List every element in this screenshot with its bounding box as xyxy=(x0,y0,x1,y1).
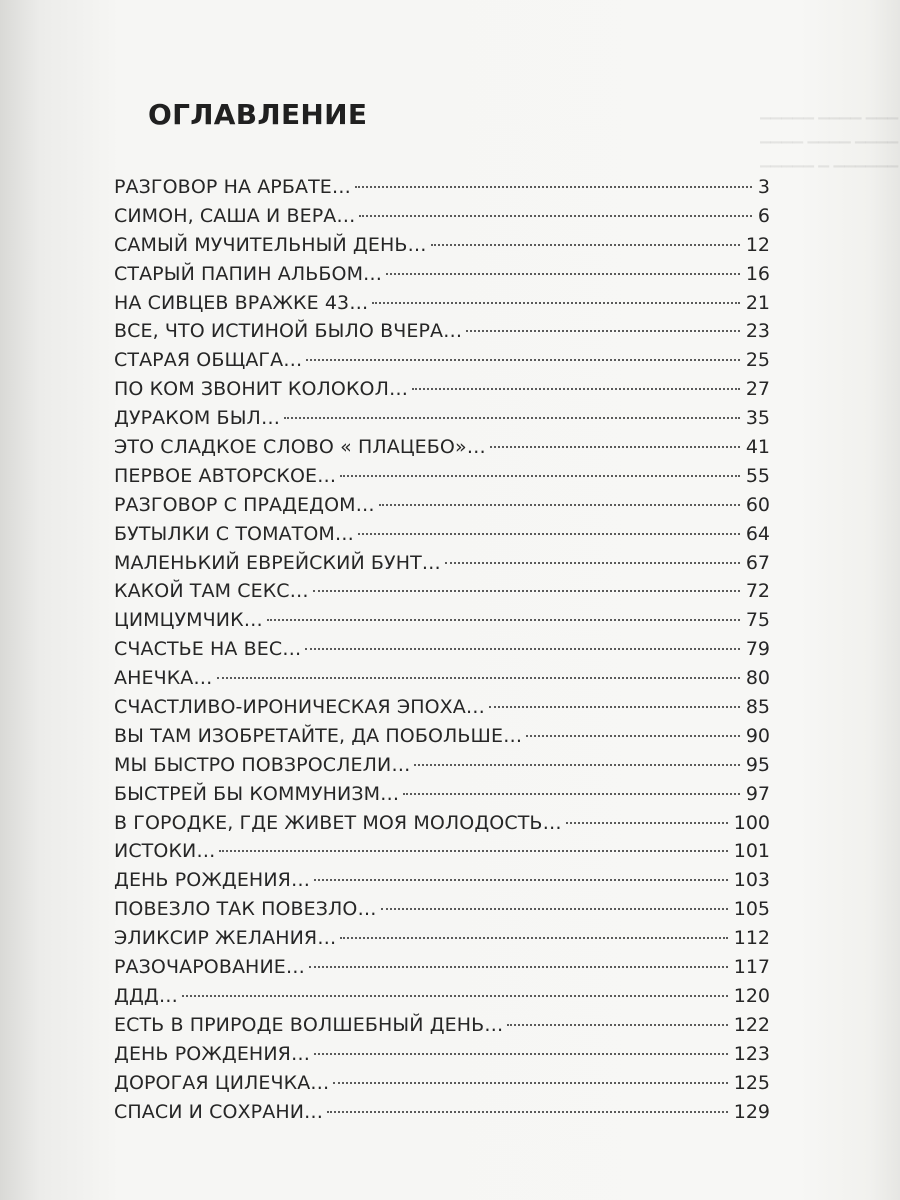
dot-leader xyxy=(182,994,728,997)
dot-leader xyxy=(489,705,740,708)
toc-entry-title: СТАРАЯ ОБЩАГА… xyxy=(114,349,303,372)
toc-entry-page-number: 6 xyxy=(757,204,770,227)
toc-entry-title: СТАРЫЙ ПАПИН АЛЬБОМ… xyxy=(114,262,383,285)
dot-leader xyxy=(314,1052,728,1055)
dot-leader xyxy=(314,878,728,881)
dot-leader xyxy=(445,561,740,564)
toc-entry-title: ДЕНЬ РОЖДЕНИЯ… xyxy=(114,869,311,892)
toc-entry-title: БУТЫЛКИ С ТОМАТОМ… xyxy=(114,522,355,545)
toc-entry-title: ДЕНЬ РОЖДЕНИЯ… xyxy=(114,1042,311,1065)
dot-leader xyxy=(566,821,728,824)
toc-entry-title: ДДД… xyxy=(114,984,178,1007)
toc-entry xyxy=(114,751,770,780)
dot-leader xyxy=(327,1110,728,1113)
dot-leader xyxy=(313,589,740,592)
toc-entry-title: СПАСИ И СОХРАНИ… xyxy=(114,1100,324,1123)
toc-entry-title: МАЛЕНЬКИЙ ЕВРЕЙСКИЙ БУНТ… xyxy=(114,551,441,574)
toc-entry-page-number: 64 xyxy=(745,522,770,545)
dot-leader xyxy=(359,214,751,217)
toc-entry xyxy=(114,577,770,606)
toc-entry-page-number: 129 xyxy=(733,1100,770,1123)
dot-leader xyxy=(333,1081,727,1084)
toc-entry-title: САМЫЙ МУЧИТЕЛЬНЫЙ ДЕНЬ… xyxy=(114,233,427,256)
toc-entry xyxy=(114,809,770,838)
toc-entry-page-number: 75 xyxy=(745,609,770,632)
toc-entry-page-number: 16 xyxy=(745,262,770,285)
toc-entry xyxy=(114,260,770,289)
toc-entry xyxy=(114,895,770,924)
dot-leader xyxy=(466,329,740,332)
toc-entry-title: КАКОЙ ТАМ СЕКС… xyxy=(114,580,309,603)
toc-entry xyxy=(114,664,770,693)
toc-entry-title: РАЗОЧАРОВАНИЕ… xyxy=(114,956,305,979)
toc-entry xyxy=(114,866,770,895)
show-through-text: ▁▁▁▁▁ ▁▁▁▁ ▁▁▁ ▁▁▁▁ ▁▁▁▁ ▁▁▁▁ ▁▁▁▁▁ ▁ ▁▁▁▁▁▁ xyxy=(760,104,899,168)
toc-entry xyxy=(114,606,770,635)
toc-entry-title: ПЕРВОЕ АВТОРСКОЕ… xyxy=(114,464,337,487)
toc-entry xyxy=(114,173,770,202)
toc-entry xyxy=(114,520,770,549)
dot-leader xyxy=(284,416,740,419)
toc-entry-page-number: 112 xyxy=(733,927,770,950)
table-of-contents xyxy=(114,173,770,1126)
toc-entry-title: ВЫ ТАМ ИЗОБРЕТАЙТЕ, ДА ПОБОЛЬШЕ… xyxy=(114,724,523,747)
toc-entry xyxy=(114,924,770,953)
page-title: ОГЛАВЛЕНИЕ xyxy=(148,98,368,131)
toc-entry-page-number: 117 xyxy=(733,956,770,979)
dot-leader xyxy=(306,358,739,361)
toc-entry-page-number: 3 xyxy=(757,176,770,198)
toc-entry-title: ДОРОГАЯ ЦИЛЕЧКА… xyxy=(114,1071,330,1094)
toc-entry-title: РАЗГОВОР С ПРАДЕДОМ… xyxy=(114,493,375,516)
toc-entry xyxy=(114,462,770,491)
dot-leader xyxy=(507,1023,727,1026)
dot-leader xyxy=(372,301,739,304)
toc-entry-title: В ГОРОДКЕ, ГДЕ ЖИВЕТ МОЯ МОЛОДОСТЬ… xyxy=(114,811,562,834)
toc-entry-page-number: 60 xyxy=(745,493,770,516)
toc-entry xyxy=(114,780,770,809)
toc-entry-page-number: 21 xyxy=(745,291,770,314)
dot-leader xyxy=(386,272,740,275)
dot-leader xyxy=(431,243,740,246)
toc-entry-page-number: 101 xyxy=(733,840,770,863)
toc-entry-page-number: 125 xyxy=(733,1071,770,1094)
toc-entry-title: РАЗГОВОР НА АРБАТЕ… xyxy=(114,176,351,198)
toc-entry-page-number: 25 xyxy=(745,349,770,372)
toc-entry xyxy=(114,491,770,520)
toc-entry-page-number: 120 xyxy=(733,984,770,1007)
dot-leader xyxy=(358,532,740,535)
toc-entry-page-number: 67 xyxy=(745,551,770,574)
toc-entry-title: СЧАСТЛИВО-ИРОНИЧЕСКАЯ ЭПОХА… xyxy=(114,696,485,719)
dot-leader xyxy=(340,474,740,477)
toc-entry xyxy=(114,375,770,404)
toc-entry-page-number: 35 xyxy=(745,407,770,430)
dot-leader xyxy=(340,936,727,939)
toc-entry-title: ЦИМЦУМЧИК… xyxy=(114,609,263,632)
dot-leader xyxy=(309,965,728,968)
toc-entry-title: ПО КОМ ЗВОНИТ КОЛОКОЛ… xyxy=(114,378,409,401)
dot-leader xyxy=(490,445,740,448)
toc-entry-page-number: 97 xyxy=(745,782,770,805)
toc-entry-title: ПОВЕЗЛО ТАК ПОВЕЗЛО… xyxy=(114,898,377,921)
toc-entry-page-number: 122 xyxy=(733,1013,770,1036)
toc-entry xyxy=(114,1040,770,1069)
toc-entry-page-number: 12 xyxy=(745,233,770,256)
toc-entry-title: ЭТО СЛАДКОЕ СЛОВО « ПЛАЦЕБО»… xyxy=(114,436,486,459)
toc-entry-page-number: 79 xyxy=(745,638,770,661)
dot-leader xyxy=(219,849,727,852)
toc-entry-title: ВСЕ, ЧТО ИСТИНОЙ БЫЛО ВЧЕРА… xyxy=(114,320,463,343)
toc-entry xyxy=(114,982,770,1011)
toc-entry-page-number: 105 xyxy=(733,898,770,921)
dot-leader xyxy=(381,907,728,910)
toc-entry xyxy=(114,693,770,722)
toc-entry-page-number: 23 xyxy=(745,320,770,343)
toc-entry xyxy=(114,1098,770,1127)
toc-entry-page-number: 100 xyxy=(733,811,770,834)
dot-leader xyxy=(414,763,739,766)
toc-entry xyxy=(114,346,770,375)
toc-entry-title: СЧАСТЬЕ НА ВЕС… xyxy=(114,638,302,661)
toc-entry-title: БЫСТРЕЙ БЫ КОММУНИЗМ… xyxy=(114,782,400,805)
dot-leader xyxy=(403,792,740,795)
dot-leader xyxy=(267,618,740,621)
dot-leader xyxy=(217,676,740,679)
toc-entry xyxy=(114,317,770,346)
toc-entry-page-number: 55 xyxy=(745,464,770,487)
toc-entry xyxy=(114,433,770,462)
dot-leader xyxy=(379,503,740,506)
toc-entry xyxy=(114,1069,770,1098)
toc-entry xyxy=(114,202,770,231)
dot-leader xyxy=(526,734,740,737)
toc-entry-title: ДУРАКОМ БЫЛ… xyxy=(114,407,281,430)
toc-entry-title: МЫ БЫСТРО ПОВЗРОСЛЕЛИ… xyxy=(114,753,411,776)
toc-entry xyxy=(114,231,770,260)
toc-entry xyxy=(114,635,770,664)
toc-entry xyxy=(114,1011,770,1040)
toc-entry-title: СИМОН, САША И ВЕРА… xyxy=(114,204,356,227)
toc-entry-page-number: 90 xyxy=(745,724,770,747)
toc-entry xyxy=(114,722,770,751)
toc-entry-page-number: 95 xyxy=(745,753,770,776)
toc-entry-title: ИСТОКИ… xyxy=(114,840,216,863)
toc-entry-title: ЭЛИКСИР ЖЕЛАНИЯ… xyxy=(114,927,337,950)
toc-entry xyxy=(114,953,770,982)
toc-entry-page-number: 103 xyxy=(733,869,770,892)
dot-leader xyxy=(355,185,752,188)
toc-entry-page-number: 72 xyxy=(745,580,770,603)
dot-leader xyxy=(412,387,740,390)
toc-entry xyxy=(114,837,770,866)
toc-entry-title: НА СИВЦЕВ ВРАЖКЕ 43… xyxy=(114,291,369,314)
dot-leader xyxy=(305,647,739,650)
toc-entry-title: АНЕЧКА… xyxy=(114,667,213,690)
toc-entry xyxy=(114,289,770,318)
toc-entry xyxy=(114,549,770,578)
toc-entry-page-number: 41 xyxy=(745,436,770,459)
toc-entry-page-number: 85 xyxy=(745,696,770,719)
toc-entry-title: ЕСТЬ В ПРИРОДЕ ВОЛШЕБНЫЙ ДЕНЬ… xyxy=(114,1013,504,1036)
toc-entry-page-number: 123 xyxy=(733,1042,770,1065)
toc-entry-page-number: 27 xyxy=(745,378,770,401)
toc-entry xyxy=(114,404,770,433)
toc-entry-page-number: 80 xyxy=(745,667,770,690)
